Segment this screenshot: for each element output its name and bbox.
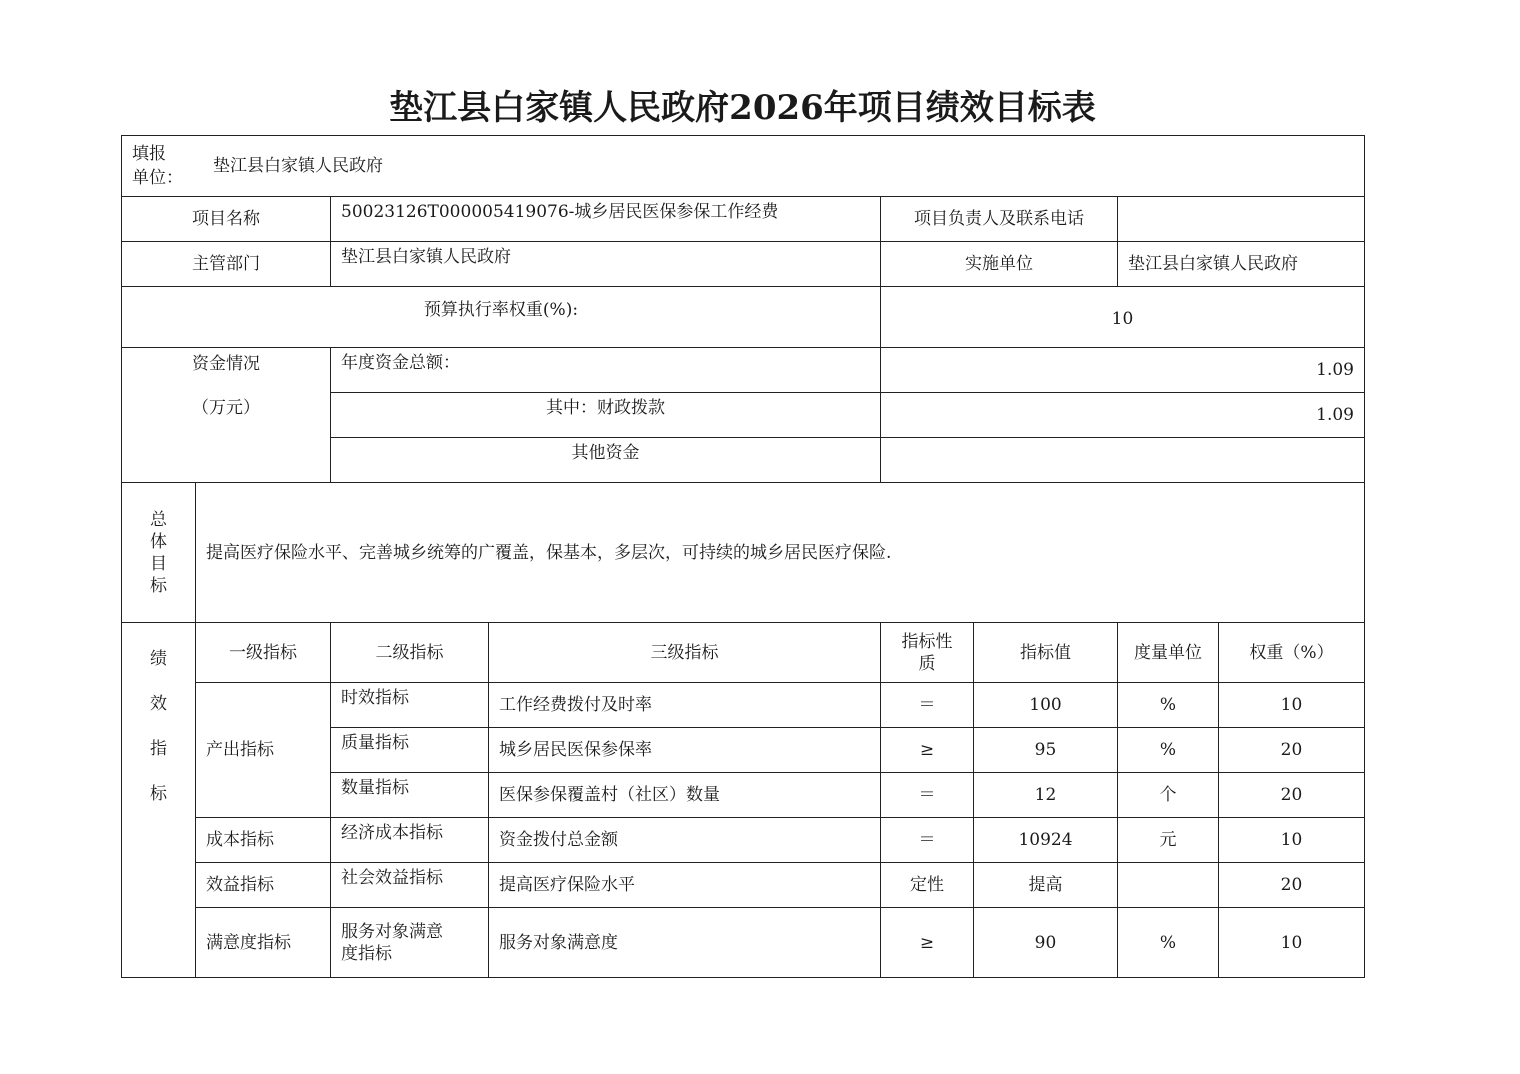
performance-table [121, 135, 1365, 978]
dept-label: 主管部门 [122, 242, 331, 287]
overall-goal-text: 提高医疗保险水平、完善城乡统筹的广覆盖，保基本，多层次，可持续的城乡居民医疗保险. [196, 483, 1365, 623]
fill-unit-label: 填报 单位： [132, 144, 183, 188]
funds-fiscal-label: 其中：财政拨款 [331, 393, 881, 438]
level2-cell: 经济成本指标 [331, 818, 489, 863]
budget-rate-row [122, 287, 1365, 348]
weight-cell: 10 [1219, 683, 1365, 728]
nature-cell: ＝ [881, 773, 974, 818]
nature-cell: ＝ [881, 683, 974, 728]
page-title: 垫江县白家镇人民政府2026年项目绩效目标表 [389, 88, 1096, 128]
level2-cell: 时效指标 [331, 683, 489, 728]
level3-cell: 资金拨付总金额 [489, 818, 881, 863]
level3-cell: 服务对象满意度 [489, 908, 881, 978]
funds-total-row [122, 348, 1365, 393]
header-nature: 指标性 质 [881, 623, 974, 683]
weight-cell: 20 [1219, 773, 1365, 818]
weight-cell: 10 [1219, 818, 1365, 863]
indicator-row [122, 683, 1365, 728]
overall-goal-row [122, 483, 1365, 623]
header-level3: 三级指标 [489, 623, 881, 683]
funds-fiscal-value: 1.09 [881, 393, 1365, 438]
level3-cell: 医保参保覆盖村（社区）数量 [489, 773, 881, 818]
header-level1: 一级指标 [196, 623, 331, 683]
funds-total-value: 1.09 [881, 348, 1365, 393]
unit-cell: 元 [1118, 818, 1219, 863]
level2-cell: 质量指标 [331, 728, 489, 773]
weight-cell: 20 [1219, 863, 1365, 908]
nature-cell: 定性 [881, 863, 974, 908]
indicator-row [122, 818, 1365, 863]
budget-rate-value: 10 [881, 287, 1365, 348]
unit-cell: % [1118, 728, 1219, 773]
project-name-row [122, 197, 1365, 242]
indicator-section-label: 绩 效 指 标 [122, 623, 196, 978]
contact-label: 项目负责人及联系电话 [881, 197, 1118, 242]
project-name-value: 50023126T000005419076-城乡居民医保参保工作经费 [331, 197, 881, 242]
level2-cell: 服务对象满意 度指标 [331, 908, 489, 978]
fill-unit-row [122, 136, 1365, 197]
level2-cell: 数量指标 [331, 773, 489, 818]
header-weight: 权重（%） [1219, 623, 1365, 683]
value-cell: 100 [974, 683, 1118, 728]
funds-other-label: 其他资金 [331, 438, 881, 483]
dept-value: 垫江县白家镇人民政府 [331, 242, 881, 287]
value-cell: 提高 [974, 863, 1118, 908]
value-cell: 10924 [974, 818, 1118, 863]
nature-cell: ＝ [881, 818, 974, 863]
value-cell: 12 [974, 773, 1118, 818]
level3-cell: 城乡居民医保参保率 [489, 728, 881, 773]
nature-cell: ≥ [881, 908, 974, 978]
dept-row [122, 242, 1365, 287]
funds-other-value [881, 438, 1365, 483]
group-cost: 成本指标 [196, 818, 331, 863]
value-cell: 95 [974, 728, 1118, 773]
funds-total-label: 年度资金总额： [331, 348, 881, 393]
unit-cell: 个 [1118, 773, 1219, 818]
project-name-label: 项目名称 [122, 197, 331, 242]
level3-cell: 工作经费拨付及时率 [489, 683, 881, 728]
indicator-header-row [122, 623, 1365, 683]
nature-cell: ≥ [881, 728, 974, 773]
header-value: 指标值 [974, 623, 1118, 683]
weight-cell: 20 [1219, 728, 1365, 773]
header-level2: 二级指标 [331, 623, 489, 683]
impl-label: 实施单位 [881, 242, 1118, 287]
group-satisfaction: 满意度指标 [196, 908, 331, 978]
funds-label: 资金情况 （万元） [122, 348, 331, 483]
overall-goal-label: 总 体 目 标 [122, 483, 196, 623]
indicator-row [122, 863, 1365, 908]
level3-cell: 提高医疗保险水平 [489, 863, 881, 908]
weight-cell: 10 [1219, 908, 1365, 978]
contact-value [1118, 197, 1365, 242]
unit-cell [1118, 863, 1219, 908]
impl-value: 垫江县白家镇人民政府 [1118, 242, 1365, 287]
unit-cell: % [1118, 908, 1219, 978]
level2-cell: 社会效益指标 [331, 863, 489, 908]
indicator-row [122, 908, 1365, 978]
value-cell: 90 [974, 908, 1118, 978]
group-benefit: 效益指标 [196, 863, 331, 908]
fill-unit-value: 垫江县白家镇人民政府 [213, 156, 383, 176]
group-output: 产出指标 [196, 683, 331, 818]
header-unit: 度量单位 [1118, 623, 1219, 683]
budget-rate-label: 预算执行率权重(%): [122, 287, 881, 348]
unit-cell: % [1118, 683, 1219, 728]
